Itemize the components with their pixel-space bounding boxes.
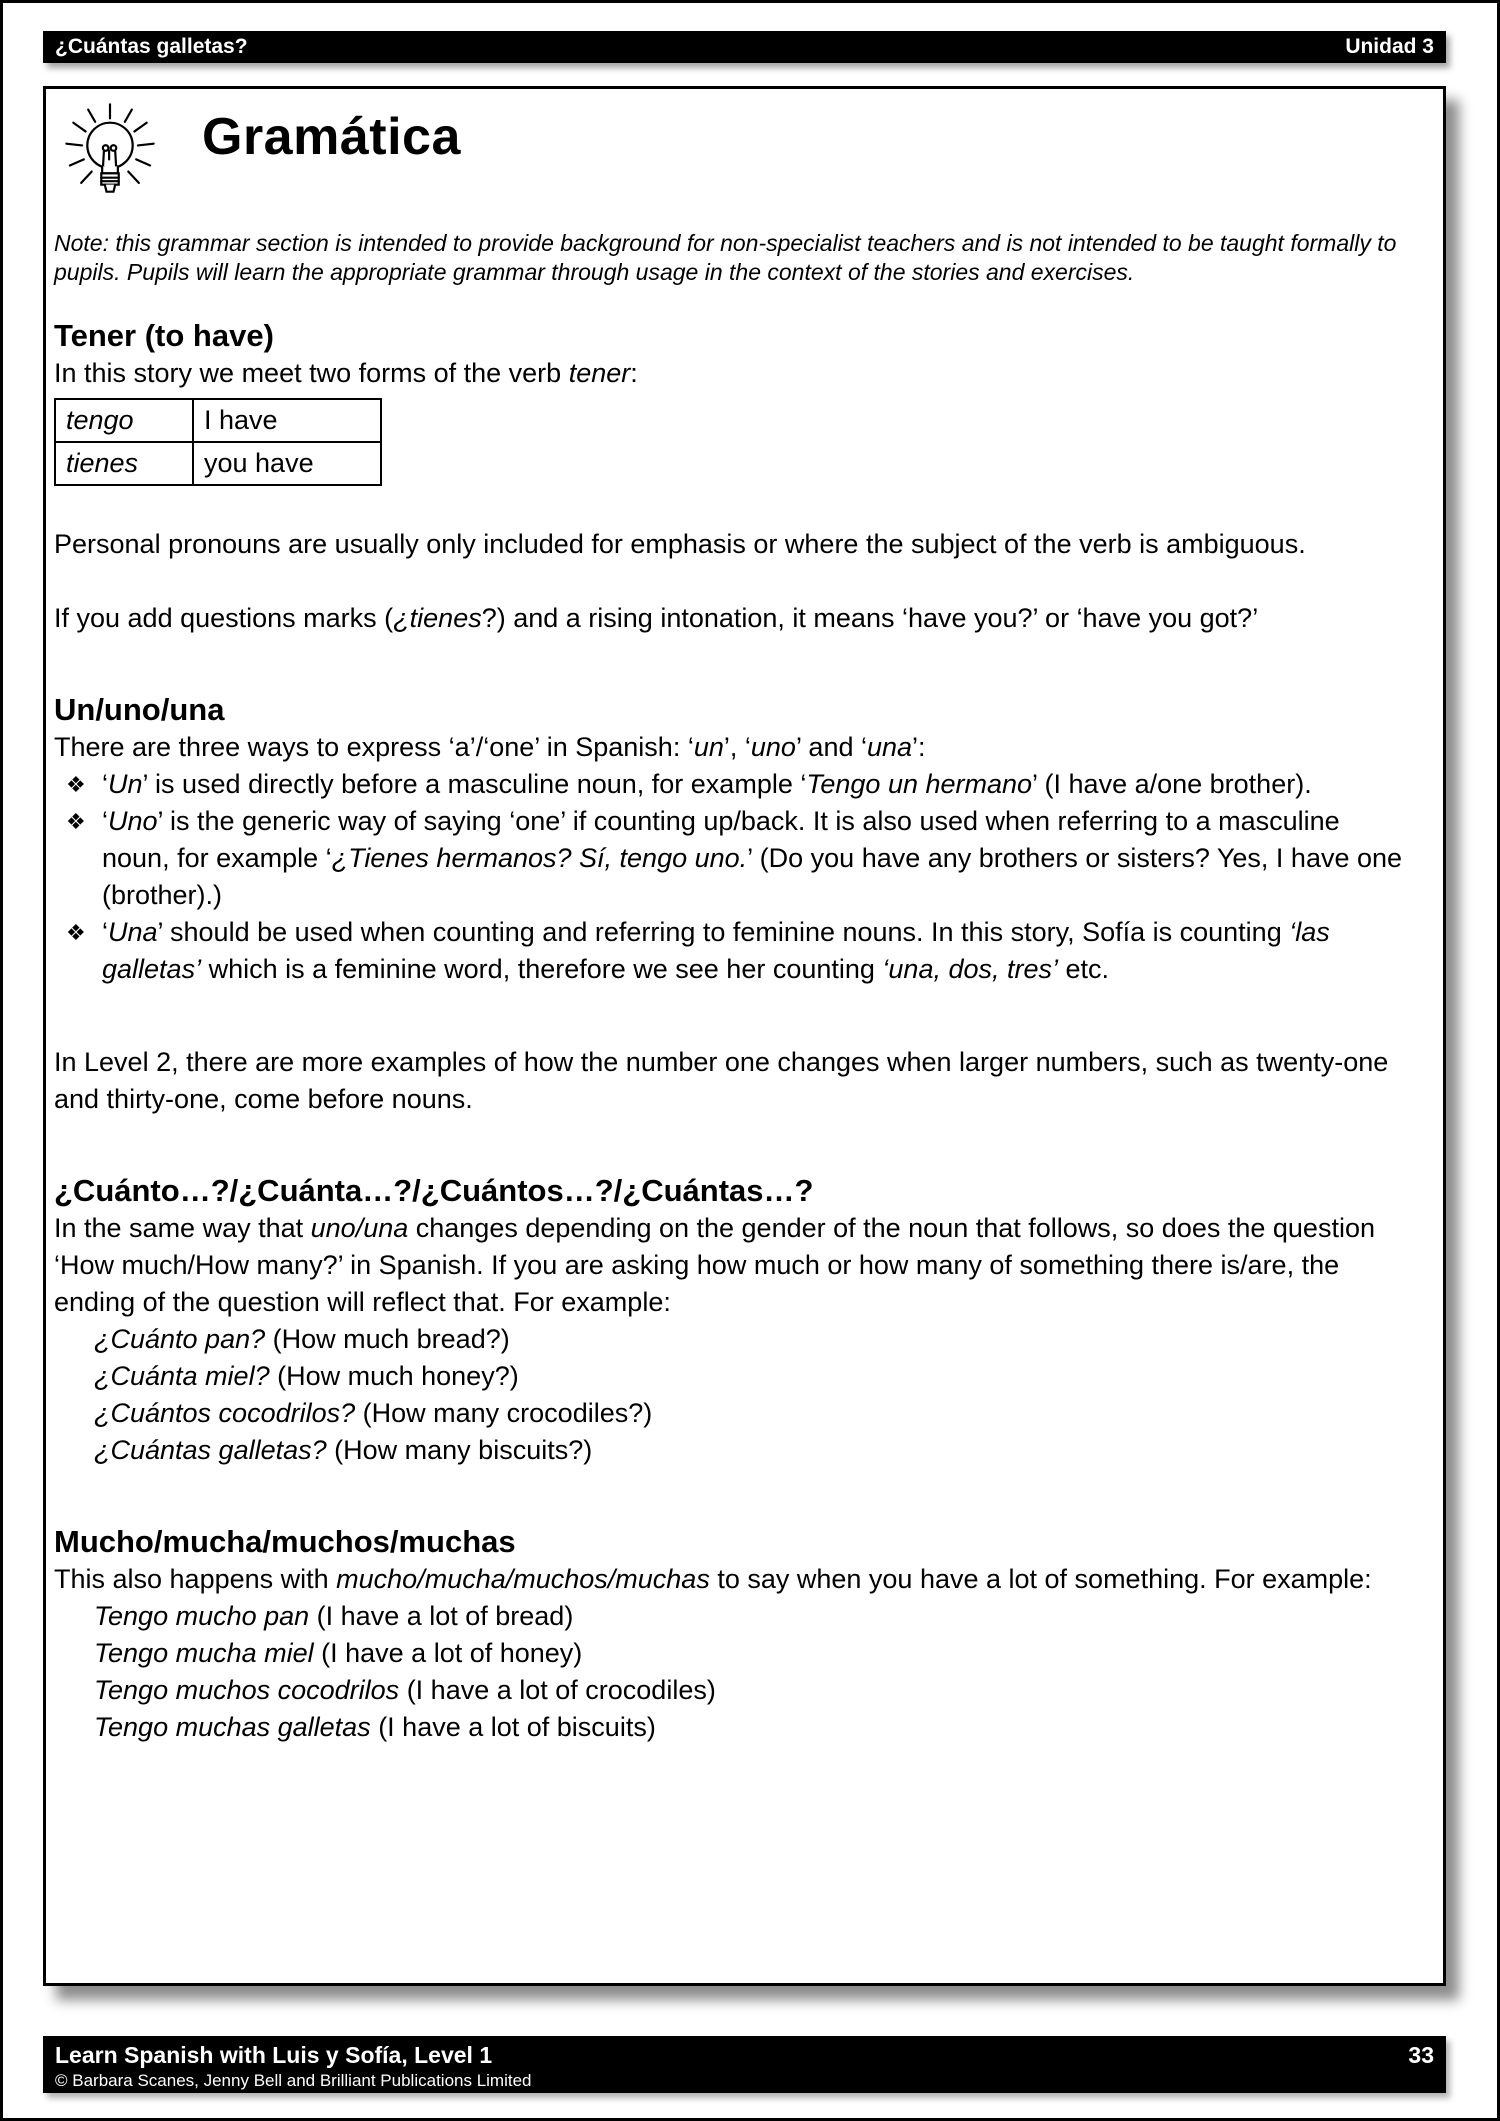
- paragraph-level2: In Level 2, there are more examples of how the number one changes when larger numbers, such as twenty-one and thirty-one, come before nouns.: [54, 1047, 1389, 1114]
- bullet-text: ‘Una’ should be used when counting and referring to feminine nouns. In this story, Sofía is counting ‘las galletas’ which is a feminine word, therefore we see her counting ‘una, dos, tres’ etc.: [102, 917, 1330, 984]
- section-tener-heading: Tener (to have): [54, 318, 274, 353]
- example-line: ¿Cuántos cocodrilos? (How many crocodiles?): [94, 1398, 653, 1428]
- unit-topic-label: ¿Cuántas galletas?: [55, 35, 248, 58]
- page-title: Gramática: [202, 108, 461, 166]
- footer-bar: [43, 2036, 1446, 2093]
- bullet-item: [54, 766, 1405, 803]
- example-line: Tengo muchos cocodrilos (I have a lot of crocodiles): [94, 1675, 716, 1705]
- verb-cell-spanish: tienes: [55, 442, 193, 485]
- example-line: ¿Cuánto pan? (How much bread?): [94, 1324, 510, 1354]
- example-line: Tengo muchas galletas (I have a lot of biscuits): [94, 1712, 656, 1742]
- cuanto-intro: In the same way that uno/una changes depending on the gender of the noun that follows, so does the question ‘How much/How many?’ in Spanish. If you are asking how much or how many of something there is/are, the ending of the question will reflect that. For example:: [54, 1213, 1375, 1317]
- example-line: Tengo mucho pan (I have a lot of bread): [94, 1601, 574, 1631]
- paragraph-pronouns: Personal pronouns are usually only included for emphasis or where the subject of the verb is ambiguous.: [54, 529, 1306, 559]
- bullet-text: ‘Un’ is used directly before a masculine noun, for example ‘Tengo un hermano’ (I have a/one brother).: [102, 769, 1312, 799]
- un-uno-una-intro: There are three ways to express ‘a’/‘one’ in Spanish: ‘un’, ‘uno’ and ‘una’:: [54, 732, 926, 762]
- footer-copyright: © Barbara Scanes, Jenny Bell and Brilliant Publications Limited: [55, 2071, 532, 2090]
- verb-cell-english: you have: [193, 442, 381, 485]
- bullet-text: ‘Uno’ is the generic way of saying ‘one’ if counting up/back. It is also used when referring to a masculine noun, for example ‘¿Tienes hermanos? Sí, tengo uno.’ (Do you have any brothers or sisters? Yes, I have one (brother).): [102, 806, 1403, 910]
- diamond-bullet-icon: ❖: [66, 920, 86, 945]
- example-line: ¿Cuántas galletas? (How many biscuits?): [94, 1435, 593, 1465]
- section-cuanto-heading: ¿Cuánto…?/¿Cuánta…?/¿Cuántos…?/¿Cuántas…?: [54, 1173, 814, 1208]
- bullet-item: [54, 803, 1405, 914]
- example-line: ¿Cuánta miel? (How much honey?): [94, 1361, 519, 1391]
- header-bar: [43, 31, 1446, 63]
- unit-number-label: Unidad 3: [1345, 35, 1434, 58]
- verb-table-row: [55, 442, 381, 485]
- verb-table-row: [55, 399, 381, 442]
- mucho-intro: This also happens with mucho/mucha/muchos/muchas to say when you have a lot of something. For example:: [54, 1564, 1372, 1594]
- lightbulb-icon: [62, 101, 158, 209]
- verb-cell-english: I have: [193, 399, 381, 442]
- bullet-list: [54, 766, 1405, 988]
- diamond-bullet-icon: ❖: [66, 772, 86, 797]
- tener-intro: In this story we meet two forms of the verb tener:: [54, 358, 638, 388]
- grammar-box: [43, 86, 1446, 1986]
- section-mucho-heading: Mucho/mucha/muchos/muchas: [54, 1524, 516, 1559]
- example-line: Tengo mucha miel (I have a lot of honey): [94, 1638, 583, 1668]
- diamond-bullet-icon: ❖: [66, 809, 86, 834]
- title-row: [54, 97, 1405, 209]
- paragraph-question-marks: If you add questions marks (¿tienes?) and a rising intonation, it means ‘have you?’ or ‘have you got?’: [54, 603, 1259, 633]
- footer-page-number: 33: [1408, 2042, 1434, 2068]
- footer-book-title: Learn Spanish with Luis y Sofía, Level 1: [55, 2042, 493, 2068]
- verb-cell-spanish: tengo: [55, 399, 193, 442]
- note-text: Note: this grammar section is intended to provide background for non-specialist teachers and is not intended to be taught formally to pupils. Pupils will learn the appropriate grammar through usage in the context of the stories and exercises.: [54, 230, 1397, 285]
- bullet-item: [54, 914, 1405, 988]
- section-un-uno-una-heading: Un/uno/una: [54, 692, 225, 727]
- footer-title-row: [55, 2041, 1434, 2070]
- verb-table: [54, 398, 382, 486]
